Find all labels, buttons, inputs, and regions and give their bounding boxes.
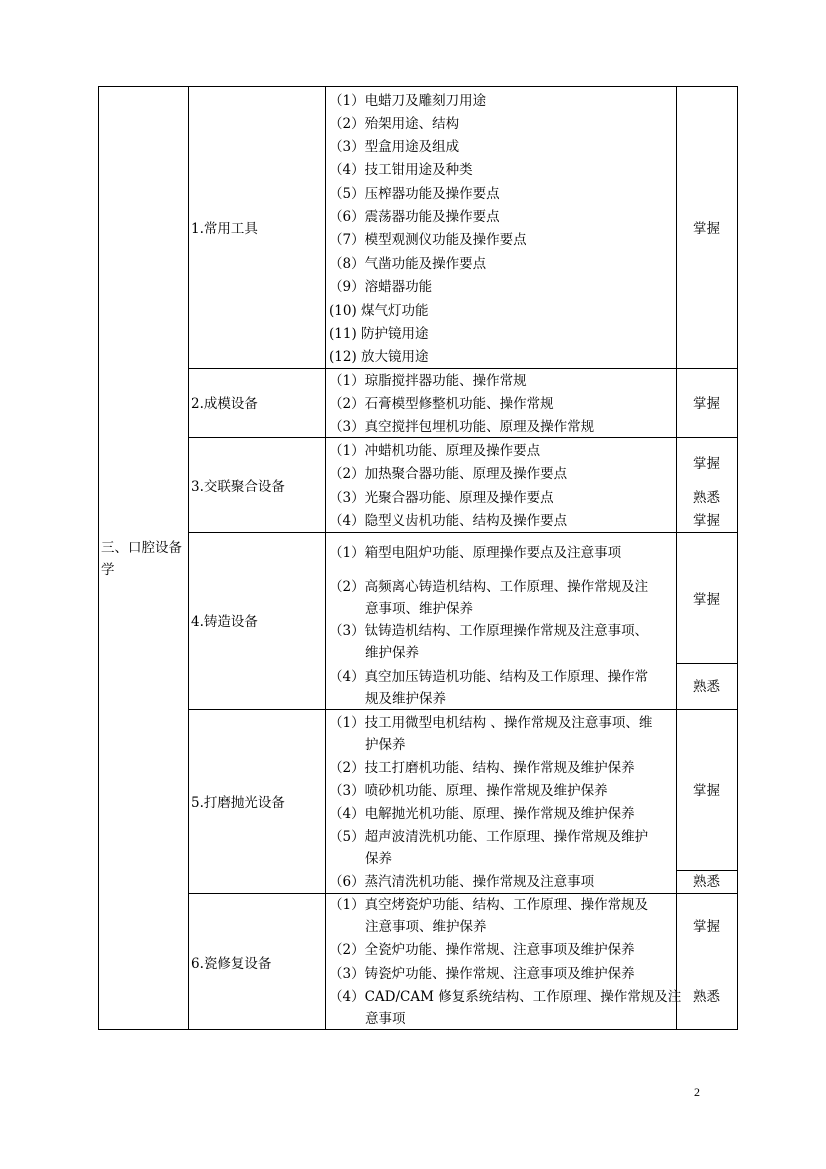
row-rule xyxy=(188,893,737,894)
list-item: （5）压榨器功能及操作要点 xyxy=(329,186,500,202)
list-item: （1）冲蜡机功能、原理及操作要点 xyxy=(329,443,541,459)
list-item: （3）喷砂机功能、原理、操作常规及维护保养 xyxy=(329,783,608,799)
level-label: 掌握 xyxy=(693,592,720,608)
level-rule xyxy=(676,870,737,871)
list-item: （2）高频离心铸造机结构、工作原理、操作常规及注 xyxy=(329,579,649,595)
list-item: （3）型盒用途及组成 xyxy=(329,139,460,155)
page-number: 2 xyxy=(694,1085,700,1099)
list-item: （1）琼脂搅拌器功能、操作常规 xyxy=(329,373,527,389)
list-item: （6）震荡器功能及操作要点 xyxy=(329,209,500,225)
list-item: （1）电蜡刀及雕刻刀用途 xyxy=(329,93,487,109)
list-item: （1）真空烤瓷炉功能、结构、工作原理、操作常规及 xyxy=(329,897,649,913)
list-item: （6）蒸汽清洗机功能、操作常规及注意事项 xyxy=(329,874,595,890)
level-label: 掌握 xyxy=(693,456,720,472)
list-item: （4）电解抛光机功能、原理、操作常规及维护保养 xyxy=(329,806,635,822)
list-item-cont: 护保养 xyxy=(365,737,406,753)
list-item-cont: 意事项 xyxy=(365,1011,406,1027)
list-item: （4）隐型义齿机功能、结构及操作要点 xyxy=(329,513,568,529)
list-item: （2）全瓷炉功能、操作常规、注意事项及维护保养 xyxy=(329,942,635,958)
level-label: 掌握 xyxy=(693,221,720,237)
row-rule xyxy=(188,368,737,369)
group-title: 3.交联聚合设备 xyxy=(191,479,285,495)
list-item-cont: 意事项、维护保养 xyxy=(365,601,473,617)
section-title-cont: 学 xyxy=(101,562,115,578)
column-rule xyxy=(188,87,189,1029)
level-label: 掌握 xyxy=(693,513,720,529)
column-rule xyxy=(325,87,326,1029)
level-label: 熟悉 xyxy=(693,874,720,890)
list-item: （9）溶蜡器功能 xyxy=(329,279,433,295)
list-item: （3）真空搅拌包埋机功能、原理及操作常规 xyxy=(329,419,595,435)
group-title: 4.铸造设备 xyxy=(191,614,258,630)
group-title: 2.成模设备 xyxy=(191,396,258,412)
group-title: 6.瓷修复设备 xyxy=(191,956,272,972)
list-item-cont: 保养 xyxy=(365,851,392,867)
list-item: （1）技工用微型电机结构 、操作常规及注意事项、维 xyxy=(329,715,653,731)
list-item: (11) 防护镜用途 xyxy=(329,326,429,342)
list-item: （3）铸瓷炉功能、操作常规、注意事项及维护保养 xyxy=(329,966,635,982)
list-item: （4）技工钳用途及种类 xyxy=(329,162,473,178)
group-title: 5.打磨抛光设备 xyxy=(191,795,285,811)
list-item: （3）光聚合器功能、原理及操作要点 xyxy=(329,490,554,506)
list-item: (10) 煤气灯功能 xyxy=(329,303,429,319)
list-item: （4）真空加压铸造机功能、结构及工作原理、操作常 xyxy=(329,669,649,685)
list-item: （1）箱型电阻炉功能、原理操作要点及注意事项 xyxy=(329,545,622,561)
group-title: 1.常用工具 xyxy=(191,221,258,237)
list-item: （8）气凿功能及操作要点 xyxy=(329,256,487,272)
level-label: 掌握 xyxy=(693,396,720,412)
section-title: 三、口腔设备 xyxy=(101,540,182,556)
list-item: （3）钛铸造机结构、工作原理操作常规及注意事项、 xyxy=(329,623,649,639)
list-item: （2）技工打磨机功能、结构、操作常规及维护保养 xyxy=(329,760,635,776)
syllabus-table xyxy=(98,86,738,1030)
row-rule xyxy=(188,532,737,533)
level-rule xyxy=(676,663,737,664)
list-item: （5）超声波清洗机功能、工作原理、操作常规及维护 xyxy=(329,829,649,845)
list-item: （2）加热聚合器功能、原理及操作要点 xyxy=(329,466,568,482)
list-item-cont: 维护保养 xyxy=(365,645,419,661)
list-item-cont: 注意事项、维护保养 xyxy=(365,919,487,935)
list-item: （2）石膏模型修整机功能、操作常规 xyxy=(329,396,554,412)
column-rule xyxy=(676,87,677,1029)
list-item-cont: 规及维护保养 xyxy=(365,691,446,707)
level-label: 熟悉 xyxy=(693,490,720,506)
row-rule xyxy=(188,437,737,438)
list-item: （2）殆架用途、结构 xyxy=(329,116,460,132)
level-label: 掌握 xyxy=(693,919,720,935)
list-item: （7）模型观测仪功能及操作要点 xyxy=(329,232,527,248)
list-item: （4）CAD/CAM 修复系统结构、工作原理、操作常规及注 xyxy=(329,989,682,1005)
level-label: 掌握 xyxy=(693,783,720,799)
list-item: (12) 放大镜用途 xyxy=(329,349,429,365)
level-label: 熟悉 xyxy=(693,679,720,695)
level-label: 熟悉 xyxy=(693,989,720,1005)
row-rule xyxy=(188,709,737,710)
